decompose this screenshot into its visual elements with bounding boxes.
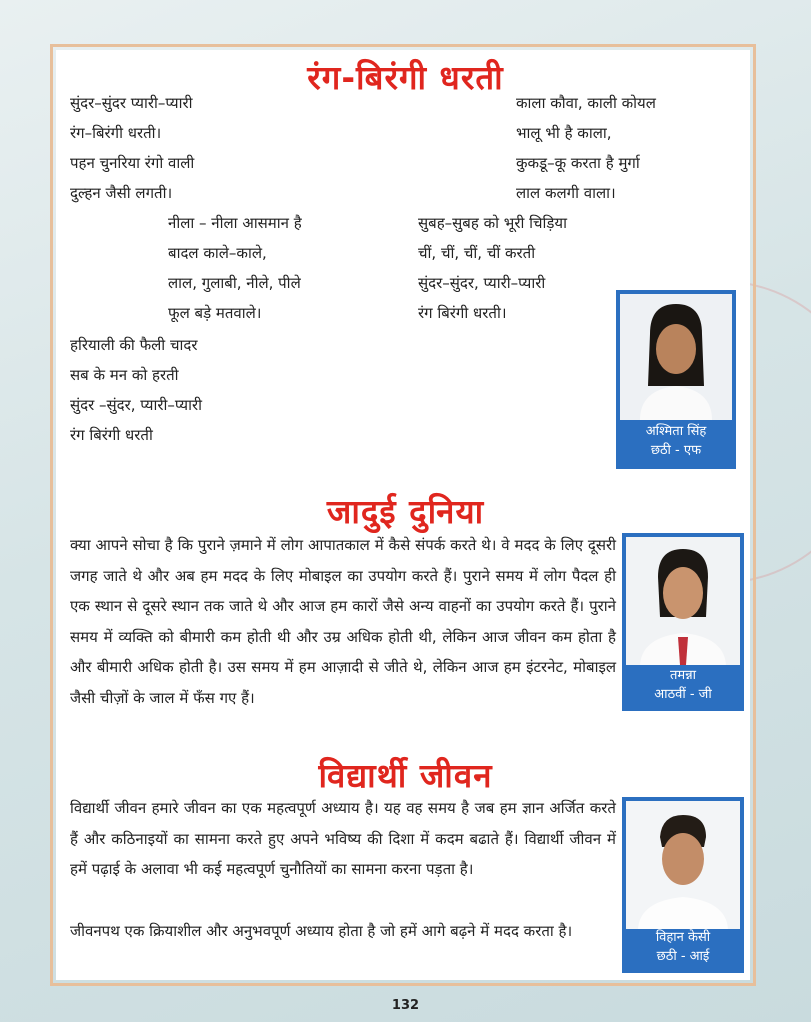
poem-line: सुंदर –सुंदर, प्यारी–प्यारी [70, 396, 203, 414]
poem-line: सुंदर–सुंदर, प्यारी–प्यारी [418, 274, 546, 292]
poem-line: कुकडू–कू करता है मुर्गा [516, 154, 640, 172]
poem-line: काला कौवा, काली कोयल [516, 94, 656, 112]
poem-line: चीं, चीं, चीं, चीं करती [418, 244, 536, 262]
author-photo-card-1 [616, 290, 736, 469]
poem-title: रंग-बिरंगी धरती [307, 58, 504, 97]
poem-line: लाल कलगी वाला। [516, 184, 616, 202]
author-name: विहान केसी [655, 930, 711, 945]
poem-line: सुंदर–सुंदर प्यारी–प्यारी [70, 94, 193, 112]
essay2-text-2: जीवनपथ एक क्रियाशील और अनुभवपूर्ण अध्याय होता है जो हमें आगे बढ़ने में मदद करता है। [70, 922, 573, 940]
student-photo [626, 801, 740, 929]
essay1-text: क्या आपने सोचा है कि पुराने ज़माने में लोग आपातकाल में कैसे संपर्क करते थे। वे मदद के लिए दूसरी जगह जाते थे और अब हम मदद के लिए मोबाइल का उपयोग करते हैं। पुराने समय में लोग पैदल ही एक स्थान से दूसरे स्थान तक जाते थे और आज हम कारों जैसे अन्य वाहनों का उपयोग करते हैं। पुराने समय में व्यक्ति को बीमारी कम होती थी और उम्र अधिक होती थी, लेकिन आज जीवन कम होता है और बीमारी अधिक होती है। उस समय में हम आज़ादी से जीते थे, लेकिन आज हम इंटरनेट, मोबाइल जैसी चीज़ों के जाल में फँस गए हैं। [70, 536, 616, 707]
page-number: 132 [391, 998, 420, 1013]
poem-line: रंग–बिरंगी धरती। [70, 124, 162, 142]
poem-line: पहन चुनरिया रंगो वाली [70, 154, 195, 172]
poem-line: सब के मन को हरती [70, 366, 179, 384]
author-class: छठी - आई [656, 949, 710, 964]
poem-line: दुल्हन जैसी लगती। [70, 184, 173, 202]
student-photo [620, 294, 732, 420]
poem-line: नीला – नीला आसमान है [168, 214, 302, 232]
essay2-text-1: विद्यार्थी जीवन हमारे जीवन का एक महत्वपूर्ण अध्याय है। यह वह समय है जब हम ज्ञान अर्जित करते हैं और कठिनाइयों का सामना करते हुए अपने भविष्य की दिशा में कदम बढाते हैं। विद्यार्थी जीवन में हमें पढ़ाई के अलावा भी कई महत्वपूर्ण चुनौतियों का सामना करना पड़ता है। [70, 799, 616, 878]
author-photo-card-2 [622, 533, 744, 711]
poem-line: रंग बिरंगी धरती। [418, 304, 507, 322]
poem-line: बादल काले–काले, [168, 244, 267, 262]
poem-line: रंग बिरंगी धरती [70, 426, 153, 444]
author-name: तमन्ना [670, 668, 696, 683]
poem-line: फूल बड़े मतवाले। [168, 304, 262, 322]
poem-line: भालू भी है काला, [516, 124, 612, 142]
poem-line: सुबह–सुबह को भूरी चिड़िया [418, 214, 568, 232]
essay2-title: विद्यार्थी जीवन [318, 756, 493, 795]
poem-line: हरियाली की फैली चादर [70, 336, 198, 354]
poem-line: लाल, गुलाबी, नीले, पीले [168, 274, 301, 292]
author-class: छठी - एफ [650, 443, 702, 458]
author-photo-card-3 [622, 797, 744, 973]
essay1-title: जादुई दुनिया [326, 492, 485, 531]
author-name: अश्मिता सिंह [645, 424, 707, 439]
student-photo [626, 537, 740, 665]
author-class: आठवीं - जी [654, 687, 712, 702]
